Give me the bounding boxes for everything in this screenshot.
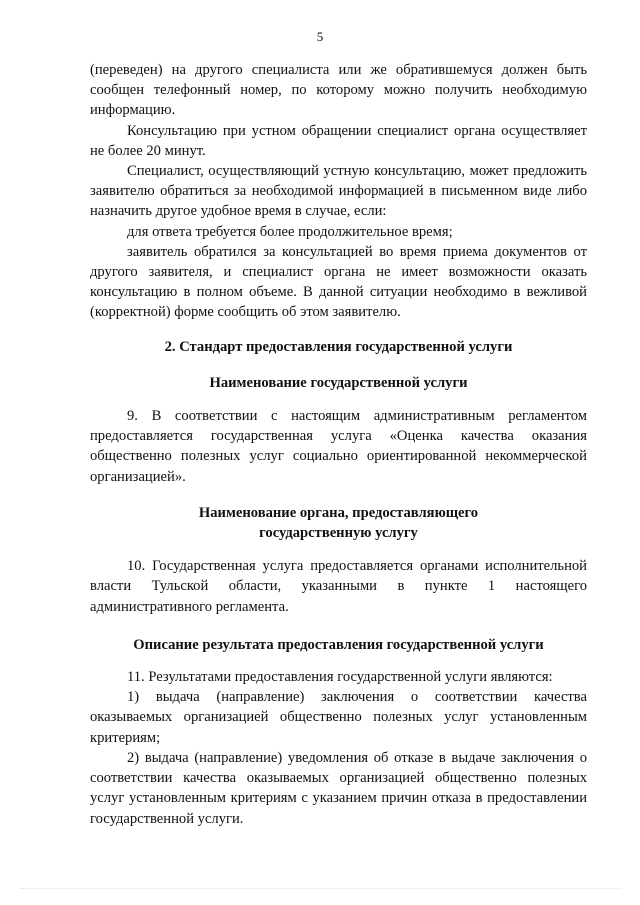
paragraph-11-item-1: 1) выдача (направление) заключения о соответствии качества оказываемых организацией общественно полезных услуг установленным критериям;	[90, 689, 587, 746]
subheading-organ-line2: государственную услугу	[259, 525, 418, 542]
document-body	[90, 60, 587, 829]
paragraph-consultation-time: Консультацию при устном обращении специалист органа осуществляет не более 20 минут.	[90, 122, 587, 159]
subheading-organ-line1: Наименование органа, предоставляющего	[198, 504, 479, 521]
paragraph-other-applicant: заявитель обратился за консультацией во время приема документов от другого заявителя, и специалист органа не имеет возможности оказать консультацию в полном объеме. В данной ситуации необходимо в вежливой (корректной) форме сообщить об этом заявителю.	[90, 243, 587, 321]
paragraph-continuation: (переведен) на другого специалиста или же обратившемуся должен быть сообщен телефонный номер, по которому можно получить необходимую информацию.	[90, 62, 587, 119]
subheading-result: Описание результата предоставления государственной услуги	[133, 636, 544, 653]
paragraph-written-request: Специалист, осуществляющий устную консультацию, может предложить заявителю обратиться за необходимой информацией в письменном виде либо назначить другое удобное время в случае, если:	[90, 163, 587, 220]
paragraph-9: 9. В соответствии с настоящим административным регламентом предоставляется государственная услуга «Оценка качества оказания общественно полезных услуг социально ориентированной некоммерческой организацией».	[90, 408, 587, 485]
section-heading-standard: 2. Стандарт предоставления государственной услуги	[164, 338, 513, 355]
paragraph-11-item-2: 2) выдача (направление) уведомления об отказе в выдаче заключения о соответствии качества оказываемых организацией общественно полезных услуг установленным критериям с указанием причин отказа в предоставлении государственной услуги.	[90, 749, 587, 827]
paragraph-11: 11. Результатами предоставления государственной услуги являются:	[127, 669, 553, 686]
scan-artifact-line	[20, 888, 620, 893]
page-number: 5	[316, 29, 324, 44]
paragraph-10: 10. Государственная услуга предоставляется органами исполнительной власти Тульской области, указанными в пункте 1 настоящего административного регламента.	[90, 558, 587, 615]
subheading-service-name: Наименование государственной услуги	[209, 374, 468, 391]
paragraph-longer-time: для ответа требуется более продолжительное время;	[127, 223, 453, 240]
